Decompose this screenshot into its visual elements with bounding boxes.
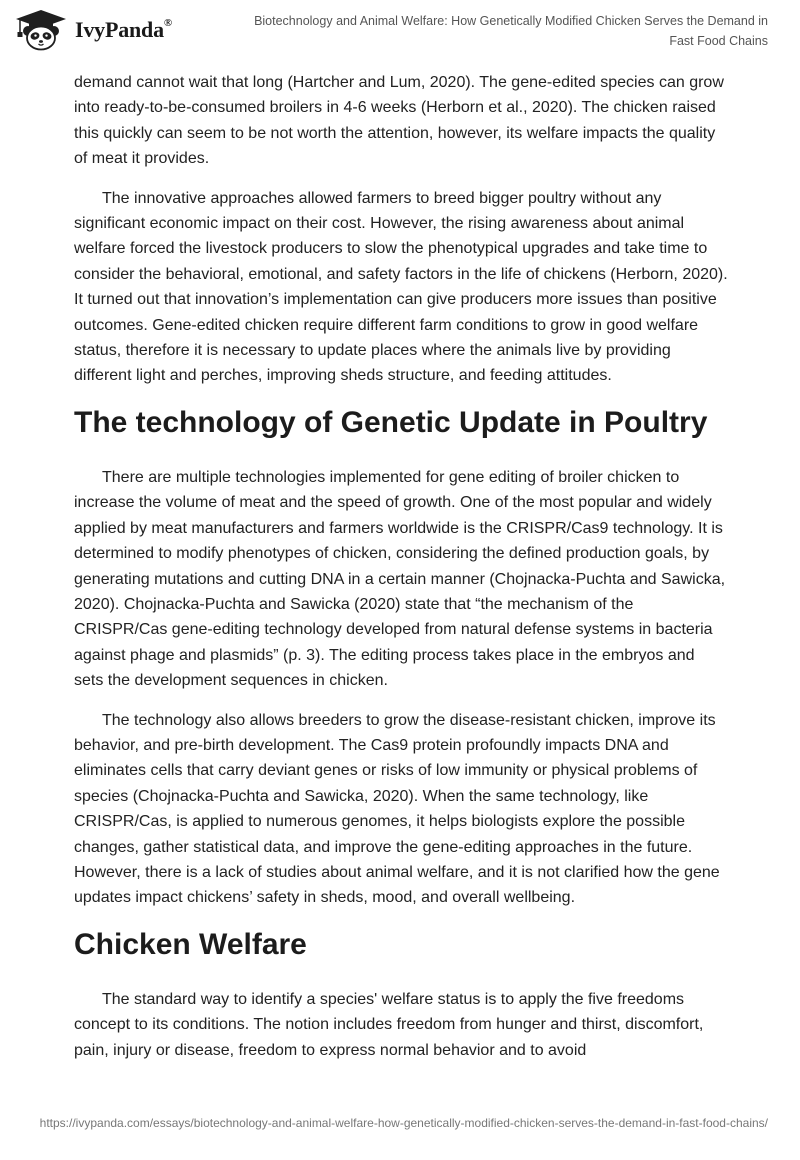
brand-name: IvyPanda® — [75, 16, 172, 42]
paragraph: The standard way to identify a species' welfare status is to apply the five freedoms concept to its conditions. The notion includes freedom from hunger and thirst, discomfort, pain, injury or disease, freedom to express normal behavior and to avoid — [74, 990, 704, 1059]
essay-body — [74, 70, 728, 1077]
document-title: Biotechnology and Animal Welfare: How Genetically Modified Chicken Serves the Demand in Fast Food Chains — [254, 14, 768, 48]
paragraph: demand cannot wait that long (Hartcher and Lum, 2020). The gene-edited species can grow into ready-to-be-consumed broilers in 4-6 weeks (Herborn et al., 2020). The chicken raised this quickly can seem to be not worth the attention, however, its welfare impacts the quality of meat it provides. — [74, 74, 724, 168]
paragraph: The innovative approaches allowed farmers to breed bigger poultry without any significant economic impact on their cost. However, the rising awareness about animal welfare forced the livestock producers to slow the phenotypical upgrades and take time to consider the behavioral, emotional, and safety factors in the life of chickens (Herborn, 2020). It turned out that innovation’s implementation can give producers more issues than positive outcomes. Gene-edited chicken require different farm conditions to grow in good welfare status, therefore it is necessary to update places where the animals live by providing different light and perches, improving sheds structure, and feeding attitudes. — [74, 189, 728, 385]
paragraph: The technology also allows breeders to grow the disease-resistant chicken, improve its behavior, and pre-birth development. The Cas9 protein profoundly impacts DNA and eliminates cells that carry deviant genes or risks of low immunity or physical problems of species (Chojnacka-Puchta and Sawicka, 2020). When the same technology, like CRISPR/Cas, is applied to numerous genomes, it helps biologists explore the possible changes, gather statistical data, and improve the gene-editing approaches in the future. However, there is a lack of studies about animal welfare, and it is not clarified how the gene updates impact chickens’ safety in sheds, mood, and overall wellbeing. — [74, 711, 720, 907]
section-heading: Chicken Welfare — [74, 927, 307, 961]
page-header — [0, 0, 800, 60]
source-url[interactable]: https://ivypanda.com/essays/biotechnology-and-animal-welfare-how-genetically-modified-chicken-serves-the-demand-in-fast-food-chains/ — [39, 1116, 768, 1130]
paragraph: There are multiple technologies implemented for gene editing of broiler chicken to increase the volume of meat and the speed of growth. One of the most popular and widely applied by meat manufacturers and farmers worldwide is the CRISPR/Cas9 technology. It is determined to modify phenotypes of chicken, considering the defined production goals, by generating mutations and cutting DNA in a certain manner (Chojnacka-Puchta and Sawicka, 2020). Chojnacka-Puchta and Sawicka (2020) state that “the mechanism of the CRISPR/Cas gene-editing technology developed from natural defense systems in bacteria against phage and plasmids” (p. 3). The editing process takes place in the embryos and sets the development sequences in chicken. — [74, 468, 726, 690]
site-logo[interactable] — [14, 9, 172, 51]
section-heading: The technology of Genetic Update in Poultry — [74, 405, 708, 439]
panda-graduate-icon — [14, 9, 68, 51]
registered-mark: ® — [163, 16, 172, 29]
